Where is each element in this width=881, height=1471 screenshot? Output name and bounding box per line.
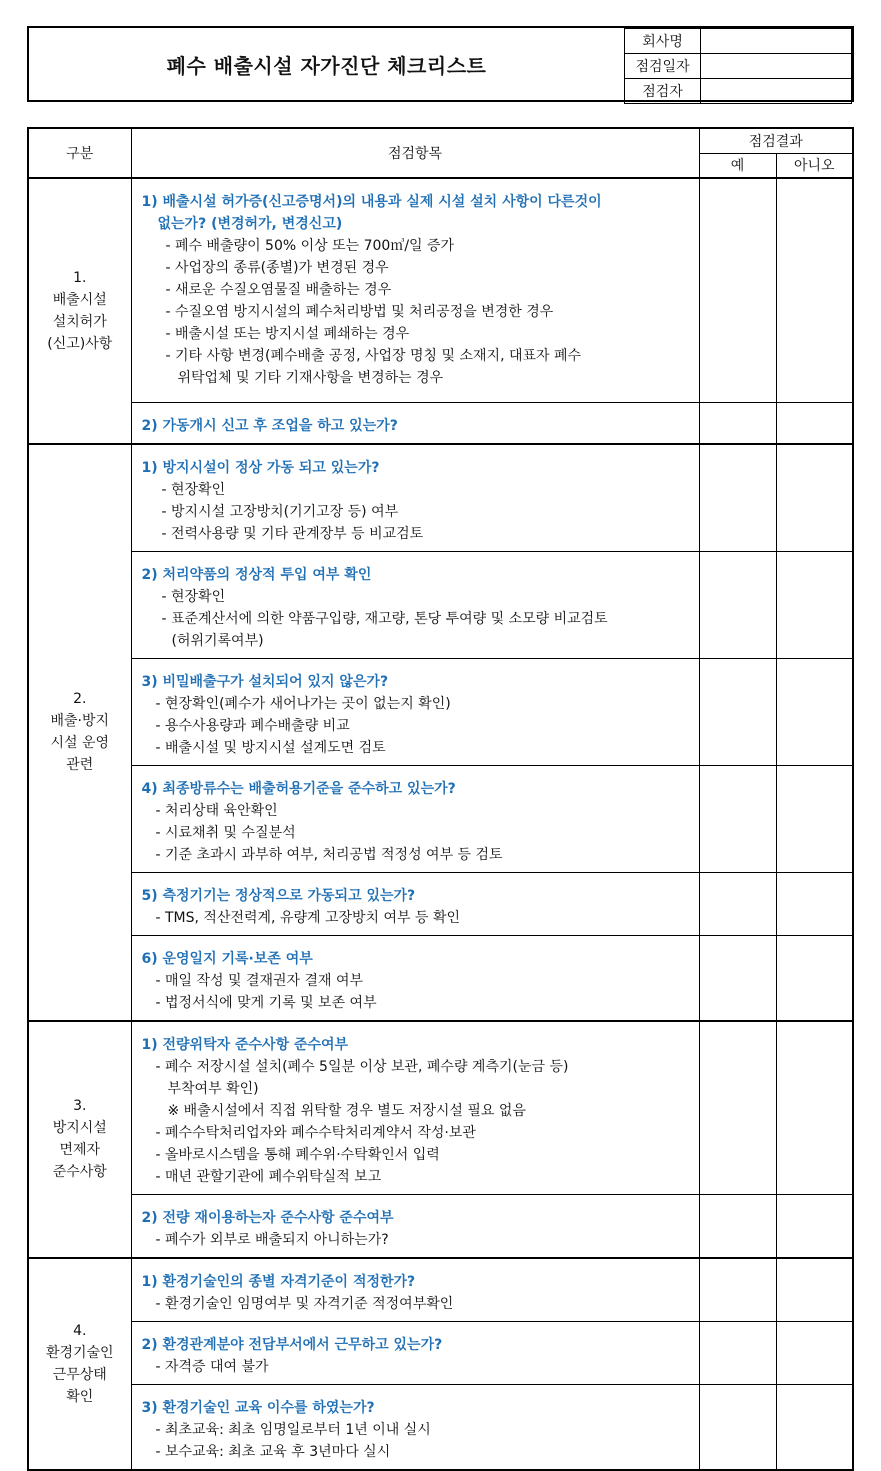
- category-label: 면제자: [59, 1142, 101, 1158]
- question-text: 2) 처리약품의 정상적 투입 여부 확인: [141, 566, 372, 583]
- category-label: 환경기술인: [45, 1344, 114, 1361]
- checklist-table: [27, 127, 854, 1471]
- category-cell: [28, 1258, 131, 1470]
- question-text: 2) 가동개시 신고 후 조업을 하고 있는가?: [141, 417, 398, 434]
- result-yes-cell[interactable]: [699, 551, 776, 658]
- header-category: 구분: [28, 128, 131, 178]
- check-item: [131, 658, 699, 765]
- check-item: [131, 935, 699, 1021]
- date-field[interactable]: [701, 54, 852, 79]
- detail-text: - TMS, 적산전력계, 유량계 고장방치 여부 등 확인: [155, 909, 461, 926]
- detail-text: - 매일 작성 및 결재권자 결재 여부: [155, 972, 364, 989]
- question-text: 1) 전량위탁자 준수사항 준수여부: [141, 1036, 349, 1053]
- detail-text: - 현장확인(폐수가 새어나가는 곳이 없는지 확인): [155, 695, 451, 712]
- detail-text: ※ 배출시설에서 직접 위탁할 경우 별도 저장시설 필요 없음: [167, 1102, 526, 1119]
- category-label: 시설 운영: [50, 735, 110, 751]
- detail-text: 부착여부 확인): [167, 1080, 259, 1097]
- result-no-cell[interactable]: [776, 658, 853, 765]
- question-text: 2) 환경관계분야 전담부서에서 근무하고 있는가?: [141, 1336, 443, 1353]
- category-label: 확인: [66, 1388, 94, 1405]
- question-text: 3) 비밀배출구가 설치되어 있지 않은가?: [141, 673, 389, 690]
- detail-text: - 시료채취 및 수질분석: [155, 824, 296, 841]
- check-item: [131, 872, 699, 935]
- check-item: [131, 1321, 699, 1384]
- detail-text: - 현장확인: [161, 588, 226, 605]
- detail-text: - 폐수수탁처리업자와 폐수수탁처리계약서 작성·보관: [155, 1124, 476, 1141]
- result-no-cell[interactable]: [776, 765, 853, 872]
- check-item: [131, 444, 699, 552]
- category-label: 방지시설: [52, 1120, 107, 1136]
- inspector-field[interactable]: [701, 79, 852, 104]
- result-no-cell[interactable]: [776, 1321, 853, 1384]
- result-yes-cell[interactable]: [699, 1194, 776, 1258]
- question-text: 1) 방지시설이 정상 가동 되고 있는가?: [141, 459, 380, 476]
- detail-text: - 법정서식에 맞게 기록 및 보존 여부: [155, 994, 377, 1011]
- detail-text: - 기타 사항 변경(폐수배출 공정, 사업장 명칭 및 소재지, 대표자 폐수: [165, 348, 582, 364]
- result-yes-cell[interactable]: [699, 178, 776, 402]
- company-label: 회사명: [625, 29, 701, 54]
- check-item: [131, 402, 699, 444]
- category-cell: [28, 444, 131, 1021]
- check-item: [131, 551, 699, 658]
- result-no-cell[interactable]: [776, 551, 853, 658]
- document-title: 폐수 배출시설 자가진단 체크리스트: [166, 53, 487, 78]
- result-no-cell[interactable]: [776, 178, 853, 402]
- result-yes-cell[interactable]: [699, 658, 776, 765]
- category-label: 배출시설: [52, 291, 107, 308]
- detail-text: - 새로운 수질오염물질 배출하는 경우: [165, 282, 392, 298]
- detail-text: - 배출시설 및 방지시설 설계도면 검토: [155, 739, 386, 756]
- result-no-cell[interactable]: [776, 1384, 853, 1470]
- check-item: [131, 178, 699, 402]
- result-no-cell[interactable]: [776, 1021, 853, 1195]
- detail-text: - 방지시설 고장방치(기기고장 등) 여부: [161, 503, 399, 520]
- question-text: 4) 최종방류수는 배출허용기준을 준수하고 있는가?: [141, 780, 456, 797]
- category-label: 2.: [73, 691, 87, 707]
- detail-text: - 보수교육: 최초 교육 후 3년마다 실시: [155, 1443, 391, 1460]
- detail-text: - 표준계산서에 의한 약품구입량, 재고량, 톤당 투여량 및 소모량 비교검토: [161, 610, 608, 627]
- category-cell: [28, 1021, 131, 1258]
- category-label: 3.: [73, 1098, 87, 1114]
- result-yes-cell[interactable]: [699, 444, 776, 552]
- result-yes-cell[interactable]: [699, 1021, 776, 1195]
- detail-text: - 매년 관할기관에 폐수위탁실적 보고: [155, 1168, 382, 1185]
- result-no-cell[interactable]: [776, 1194, 853, 1258]
- header-no: 아니오: [776, 153, 853, 178]
- detail-text: - 사업장의 종류(종별)가 변경된 경우: [165, 260, 389, 276]
- detail-text: - 배출시설 또는 방지시설 폐쇄하는 경우: [165, 326, 410, 342]
- category-label: (신고)사항: [47, 335, 113, 352]
- check-item: [131, 1384, 699, 1470]
- result-yes-cell[interactable]: [699, 402, 776, 444]
- result-yes-cell[interactable]: [699, 935, 776, 1021]
- detail-text: - 전력사용량 및 기타 관계장부 등 비교검토: [161, 525, 424, 542]
- header-box: [27, 26, 854, 102]
- detail-text: - 수질오염 방지시설의 폐수처리방법 및 처리공정을 변경한 경우: [165, 304, 554, 320]
- check-item: [131, 1194, 699, 1258]
- detail-text: (허위기록여부): [171, 632, 264, 649]
- header-result: 점검결과: [699, 128, 853, 153]
- question-text: 3) 환경기술인 교육 이수를 하였는가?: [141, 1399, 375, 1416]
- result-no-cell[interactable]: [776, 402, 853, 444]
- result-no-cell[interactable]: [776, 935, 853, 1021]
- result-yes-cell[interactable]: [699, 872, 776, 935]
- category-label: 배출·방지: [50, 713, 110, 729]
- detail-text: - 용수사용량과 폐수배출량 비교: [155, 717, 350, 734]
- checklist-body: [28, 178, 853, 1470]
- detail-text: 위탁업체 및 기타 기재사항을 변경하는 경우: [177, 370, 444, 386]
- result-yes-cell[interactable]: [699, 765, 776, 872]
- detail-text: - 자격증 대여 불가: [155, 1358, 269, 1375]
- category-label: 관련: [66, 757, 94, 773]
- check-item: [131, 1021, 699, 1195]
- inspector-label: 점검자: [625, 79, 701, 104]
- category-cell: [28, 178, 131, 444]
- check-item: [131, 765, 699, 872]
- detail-text: - 최초교육: 최초 임명일로부터 1년 이내 실시: [155, 1421, 431, 1438]
- result-yes-cell[interactable]: [699, 1384, 776, 1470]
- detail-text: - 폐수 배출량이 50% 이상 또는 700㎥/일 증가: [165, 238, 455, 254]
- header-item: 점검항목: [131, 128, 699, 178]
- detail-text: - 올바로시스템을 통해 폐수위·수탁확인서 입력: [155, 1146, 440, 1163]
- meta-table: [624, 28, 852, 104]
- question-text: 5) 측정기기는 정상적으로 가동되고 있는가?: [141, 887, 416, 904]
- question-text: 1) 환경기술인의 종별 자격기준이 적정한가?: [141, 1273, 416, 1290]
- question-text: 없는가? (변경허가, 변경신고): [157, 216, 343, 232]
- question-text: 2) 전량 재이용하는자 준수사항 준수여부: [141, 1209, 394, 1226]
- category-label: 준수사항: [52, 1164, 107, 1180]
- detail-text: - 환경기술인 임명여부 및 자격기준 적정여부확인: [155, 1295, 454, 1312]
- category-label: 근무상태: [52, 1366, 107, 1383]
- question-text: 6) 운영일지 기록·보존 여부: [141, 950, 313, 967]
- company-field[interactable]: [701, 29, 852, 54]
- result-yes-cell[interactable]: [699, 1321, 776, 1384]
- category-label: 4.: [73, 1322, 87, 1339]
- question-text: 1) 배출시설 허가증(신고증명서)의 내용과 실제 시설 설치 사항이 다른것이: [141, 194, 602, 210]
- header-yes: 예: [699, 153, 776, 178]
- category-label: 설치허가: [52, 313, 107, 330]
- result-no-cell[interactable]: [776, 1258, 853, 1322]
- detail-text: - 처리상태 육안확인: [155, 802, 278, 819]
- detail-text: - 폐수가 외부로 배출되지 아니하는가?: [155, 1231, 389, 1248]
- result-no-cell[interactable]: [776, 872, 853, 935]
- result-yes-cell[interactable]: [699, 1258, 776, 1322]
- result-no-cell[interactable]: [776, 444, 853, 552]
- check-item: [131, 1258, 699, 1322]
- detail-text: - 현장확인: [161, 481, 226, 498]
- category-label: 1.: [73, 269, 87, 286]
- detail-text: - 기준 초과시 과부하 여부, 처리공법 적정성 여부 등 검토: [155, 846, 503, 863]
- detail-text: - 폐수 저장시설 설치(폐수 5일분 이상 보관, 폐수량 계측기(눈금 등): [155, 1058, 569, 1075]
- date-label: 점검일자: [625, 54, 701, 79]
